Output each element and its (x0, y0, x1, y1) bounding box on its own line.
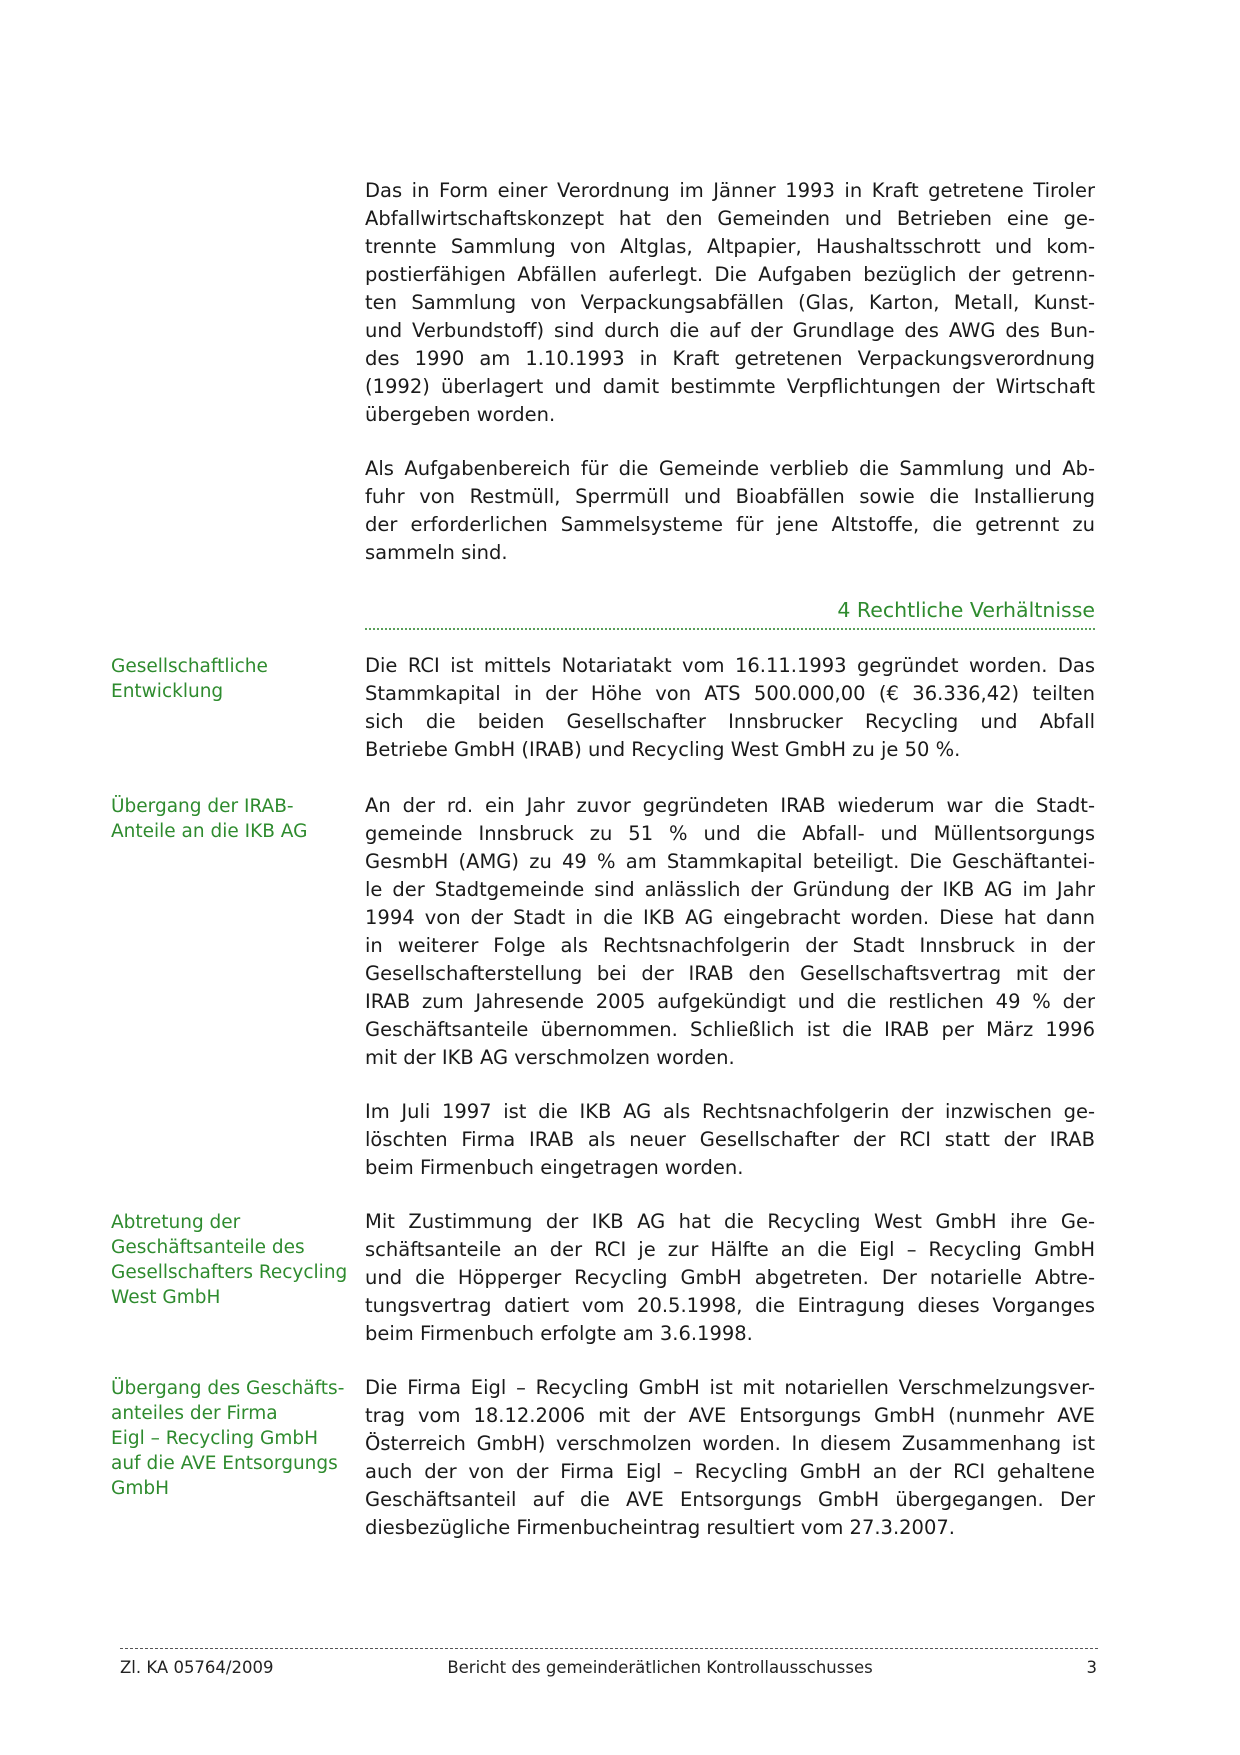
text-line: beim Firmenbuch erfolgte am 3.6.1998. (365, 1322, 753, 1345)
page-number: 3 (1086, 1658, 1097, 1677)
text-line: Abfallwirtschaftskonzept hat den Gemeinden und Betrieben eine ge- (365, 207, 1095, 230)
margin-note-line: Anteile an die IKB AG (111, 821, 308, 842)
paragraph-recycling-west-transfer (365, 1208, 1095, 1348)
margin-note-line: auf die AVE Entsorgungs (111, 1453, 338, 1474)
text-line: in weiterer Folge als Rechtsnachfolgerin der Stadt Innsbruck in der (365, 934, 1095, 957)
margin-note-line: Abtretung der (111, 1212, 241, 1233)
text-line: postierfähigen Abfällen auferlegt. Die Aufgaben bezüglich der getrenn- (365, 263, 1095, 286)
margin-note-line: GmbH (111, 1478, 170, 1499)
text-line: ten Sammlung von Verpackungsabfällen (Glas, Karton, Metall, Kunst- (365, 291, 1095, 314)
text-line: sammeln sind. (365, 541, 508, 564)
text-line: (1992) überlagert und damit bestimmte Verpflichtungen der Wirtschaft (365, 375, 1095, 398)
paragraph-municipal-tasks (365, 455, 1095, 567)
text-line: auch der von der Firma Eigl – Recycling GmbH an der RCI gehaltene (365, 1460, 1095, 1483)
text-line: Gesellschafterstellung bei der IRAB den Gesellschaftsvertrag mit der (365, 962, 1095, 985)
text-line: löschten Firma IRAB als neuer Gesellschafter der RCI statt der IRAB (365, 1128, 1095, 1151)
text-line: Als Aufgabenbereich für die Gemeinde verblieb die Sammlung und Ab- (365, 457, 1095, 480)
text-line: Stammkapital in der Höhe von ATS 500.000,00 (€ 36.336,42) teilten (365, 682, 1095, 705)
text-line: beim Firmenbuch eingetragen worden. (365, 1156, 744, 1179)
paragraph-rci-founding (365, 652, 1095, 764)
footer-rule (120, 1648, 1098, 1649)
text-line: und Verbundstoff) sind durch die auf der Grundlage des AWG des Bun- (365, 319, 1095, 342)
margin-note-line: Übergang des Geschäfts- (111, 1378, 345, 1399)
footer-reference: Zl. KA 05764/2009 (120, 1658, 274, 1677)
text-line: gemeinde Innsbruck zu 51 % und die Abfall- und Müllentsorgungs (365, 822, 1095, 845)
margin-note-share-assignment (111, 1210, 351, 1310)
margin-note-line: West GmbH (111, 1287, 221, 1308)
margin-note-line: Eigl – Recycling GmbH (111, 1428, 319, 1449)
text-line: übergeben worden. (365, 403, 556, 426)
text-line: fuhr von Restmüll, Sperrmüll und Bioabfällen sowie die Installierung (365, 485, 1095, 508)
margin-note-company-development (111, 654, 351, 704)
text-line: IRAB zum Jahresende 2005 aufgekündigt und die restlichen 49 % der (365, 990, 1095, 1013)
text-line: Betriebe GmbH (IRAB) und Recycling West GmbH zu je 50 %. (365, 738, 961, 761)
text-line: mit der IKB AG verschmolzen worden. (365, 1046, 735, 1069)
text-line: le der Stadtgemeinde sind anlässlich der Gründung der IKB AG im Jahr (365, 878, 1095, 901)
text-line: diesbezügliche Firmenbucheintrag resultiert vom 27.3.2007. (365, 1516, 955, 1539)
text-line: Die RCI ist mittels Notariatakt vom 16.11.1993 gegründet worden. Das (365, 654, 1095, 677)
text-line: des 1990 am 1.10.1993 in Kraft getretenen Verpackungsverordnung (365, 347, 1095, 370)
text-line: Im Juli 1997 ist die IKB AG als Rechtsnachfolgerin der inzwischen ge- (365, 1100, 1095, 1123)
text-line: An der rd. ein Jahr zuvor gegründeten IRAB wiederum war die Stadt- (365, 794, 1095, 817)
section-heading-rule (365, 628, 1095, 630)
paragraph-ikb-registration (365, 1098, 1095, 1182)
text-line: schäftsanteile an der RCI je zur Hälfte an die Eigl – Recycling GmbH (365, 1238, 1095, 1261)
margin-note-line: Übergang der IRAB- (111, 796, 294, 817)
section-heading: 4 Rechtliche Verhältnisse (837, 598, 1095, 622)
text-line: Das in Form einer Verordnung im Jänner 1993 in Kraft getretene Tiroler (365, 179, 1095, 202)
text-line: trag vom 18.12.2006 mit der AVE Entsorgungs GmbH (nunmehr AVE (365, 1404, 1095, 1427)
margin-note-line: Gesellschafters Recycling (111, 1262, 348, 1283)
margin-note-irab-transfer (111, 794, 351, 844)
text-line: Mit Zustimmung der IKB AG hat die Recycling West GmbH ihre Ge- (365, 1210, 1095, 1233)
text-line: Geschäftsanteil auf die AVE Entsorgungs GmbH übergegangen. Der (365, 1488, 1095, 1511)
text-line: Österreich GmbH) verschmolzen worden. In diesem Zusammenhang ist (365, 1432, 1095, 1455)
paragraph-intro-waste-concept (365, 177, 1095, 429)
paragraph-irab-history (365, 792, 1095, 1072)
margin-note-line: Entwicklung (111, 681, 224, 702)
paragraph-eigl-merger (365, 1374, 1095, 1542)
text-line: der erforderlichen Sammelsysteme für jene Altstoffe, die getrennt zu (365, 513, 1095, 536)
margin-note-line: Geschäftsanteile des (111, 1237, 305, 1258)
margin-note-line: Gesellschaftliche (111, 656, 268, 677)
text-line: 1994 von der Stadt in die IKB AG eingebracht worden. Diese hat dann (365, 906, 1095, 929)
footer-title: Bericht des gemeinderätlichen Kontrollausschusses (447, 1658, 873, 1677)
text-line: Die Firma Eigl – Recycling GmbH ist mit notariellen Verschmelzungsver- (365, 1376, 1095, 1399)
margin-note-eigl-transfer (111, 1376, 351, 1501)
margin-note-line: anteiles der Firma (111, 1403, 278, 1424)
text-line: Geschäftsanteile übernommen. Schließlich ist die IRAB per März 1996 (365, 1018, 1095, 1041)
text-line: und die Höpperger Recycling GmbH abgetreten. Der notarielle Abtre- (365, 1266, 1095, 1289)
text-line: tungsvertrag datiert vom 20.5.1998, die Eintragung dieses Vorganges (365, 1294, 1095, 1317)
text-line: sich die beiden Gesellschafter Innsbrucker Recycling und Abfall (365, 710, 1095, 733)
text-line: GesmbH (AMG) zu 49 % am Stammkapital beteiligt. Die Geschäftantei- (365, 850, 1095, 873)
text-line: trennte Sammlung von Altglas, Altpapier, Haushaltsschrott und kom- (365, 235, 1095, 258)
